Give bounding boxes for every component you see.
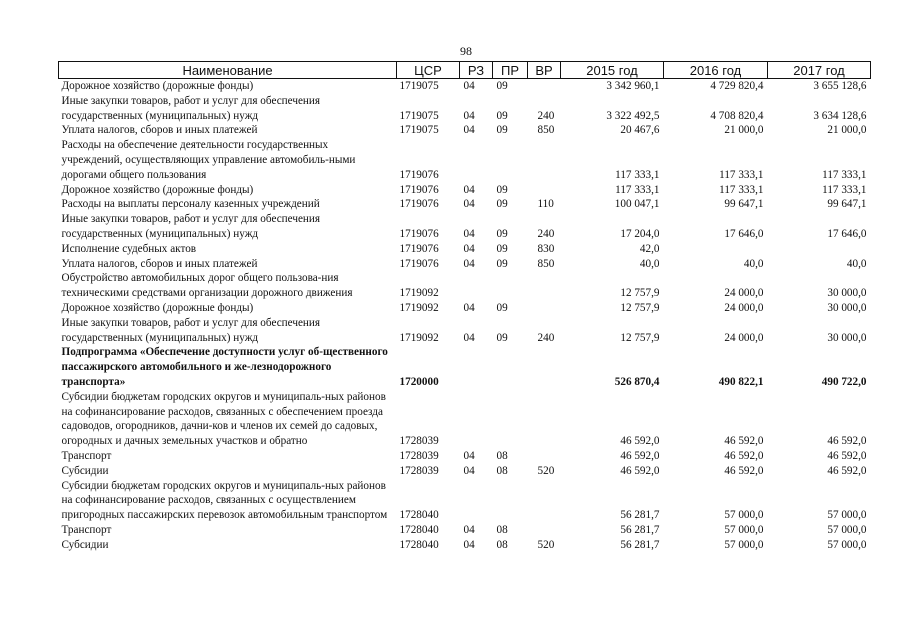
row-pr: 08 bbox=[496, 464, 508, 477]
row-2015: 40,0 bbox=[639, 257, 660, 270]
row-csr: 1719075 bbox=[399, 124, 439, 137]
table-row bbox=[59, 183, 871, 198]
row-csr: 1719092 bbox=[399, 331, 439, 344]
row-rz: 04 bbox=[463, 227, 475, 240]
row-2015: 56 281,7 bbox=[620, 509, 660, 522]
row-vr bbox=[528, 345, 561, 389]
row-pr bbox=[493, 479, 528, 523]
row-csr: 1728039 bbox=[399, 464, 439, 477]
table-body bbox=[59, 79, 871, 553]
row-2015: 526 870,4 bbox=[614, 375, 660, 388]
table-row bbox=[59, 390, 871, 449]
row-2017: 57 000,0 bbox=[827, 538, 867, 551]
row-2017: 30 000,0 bbox=[827, 287, 867, 300]
row-name: Иные закупки товаров, работ и услуг для обеспечения государственных (муниципальных) нужд bbox=[61, 94, 321, 122]
row-pr: 09 bbox=[496, 331, 508, 344]
row-rz bbox=[460, 271, 493, 301]
row-2017: 46 592,0 bbox=[827, 464, 867, 477]
row-2016: 117 333,1 bbox=[719, 183, 764, 196]
row-vr bbox=[528, 271, 561, 301]
row-2017: 40,0 bbox=[846, 257, 867, 270]
row-vr bbox=[528, 523, 561, 538]
row-2017: 117 333,1 bbox=[822, 168, 867, 181]
row-2016: 46 592,0 bbox=[724, 449, 764, 462]
row-csr: 1719075 bbox=[399, 80, 439, 92]
row-pr: 08 bbox=[496, 523, 508, 536]
table-row bbox=[59, 123, 871, 138]
row-name: Уплата налогов, сборов и иных платежей bbox=[61, 124, 258, 137]
row-rz: 04 bbox=[463, 109, 475, 122]
row-rz bbox=[460, 345, 493, 389]
row-2016: 21 000,0 bbox=[724, 124, 764, 137]
table-row bbox=[59, 94, 871, 124]
row-pr: 09 bbox=[496, 227, 508, 240]
row-rz: 04 bbox=[463, 80, 475, 92]
row-name: Обустройство автомобильных дорог общего пользова-ния техническими средствами организации дорожного движения bbox=[61, 272, 353, 300]
row-2015: 3 342 960,1 bbox=[606, 80, 660, 92]
row-vr: 110 bbox=[537, 198, 554, 211]
row-2015: 20 467,6 bbox=[620, 124, 660, 137]
row-2017: 117 333,1 bbox=[822, 183, 867, 196]
row-2016: 24 000,0 bbox=[724, 287, 764, 300]
row-2015: 56 281,7 bbox=[620, 523, 660, 536]
row-2015: 12 757,9 bbox=[620, 331, 660, 344]
row-csr: 1719076 bbox=[399, 242, 439, 255]
row-2015: 12 757,9 bbox=[620, 301, 660, 314]
row-2017: 3 634 128,6 bbox=[813, 109, 867, 122]
row-name: Субсидии bbox=[61, 538, 109, 551]
row-name: Субсидии bbox=[61, 464, 109, 477]
header-2017: 2017 год bbox=[768, 62, 871, 79]
row-vr: 520 bbox=[537, 464, 555, 477]
row-vr bbox=[528, 301, 561, 316]
row-2017: 21 000,0 bbox=[827, 124, 867, 137]
row-vr bbox=[528, 79, 561, 94]
page-number: 98 bbox=[460, 44, 472, 58]
row-2016: 57 000,0 bbox=[724, 523, 764, 536]
row-2015: 56 281,7 bbox=[620, 538, 660, 551]
row-vr: 830 bbox=[537, 242, 555, 255]
header-csr: ЦСР bbox=[397, 62, 460, 79]
row-rz bbox=[460, 138, 493, 182]
row-csr: 1719076 bbox=[399, 257, 439, 270]
row-vr bbox=[528, 449, 561, 464]
row-2017: 30 000,0 bbox=[827, 331, 867, 344]
row-2017: 57 000,0 bbox=[827, 509, 867, 522]
row-2017: 30 000,0 bbox=[827, 301, 867, 314]
row-name: Расходы на обеспечение деятельности государственных учреждений, осуществляющих управление автомобиль-ными дорогами общего пользования bbox=[61, 139, 356, 181]
row-rz: 04 bbox=[463, 538, 475, 551]
table-row bbox=[59, 271, 871, 301]
table-row bbox=[59, 242, 871, 257]
row-vr: 240 bbox=[537, 331, 555, 344]
row-2016: 46 592,0 bbox=[724, 435, 764, 448]
row-2016: 24 000,0 bbox=[724, 301, 764, 314]
row-2017: 3 655 128,6 bbox=[813, 80, 867, 92]
table-row bbox=[59, 79, 871, 94]
row-csr: 1728040 bbox=[399, 509, 439, 522]
row-pr: 09 bbox=[496, 109, 508, 122]
row-pr bbox=[493, 390, 528, 449]
row-2016: 4 729 820,4 bbox=[710, 80, 764, 92]
row-name: Уплата налогов, сборов и иных платежей bbox=[61, 257, 258, 270]
row-pr: 09 bbox=[496, 80, 508, 92]
row-pr bbox=[493, 345, 528, 389]
row-2015: 17 204,0 bbox=[620, 227, 660, 240]
table-row bbox=[59, 197, 871, 212]
row-rz: 04 bbox=[463, 242, 475, 255]
row-2015: 46 592,0 bbox=[620, 435, 660, 448]
row-2016: 117 333,1 bbox=[719, 168, 764, 181]
row-2016: 57 000,0 bbox=[724, 538, 764, 551]
row-vr: 520 bbox=[537, 538, 555, 551]
row-pr: 09 bbox=[496, 183, 508, 196]
row-name: Подпрограмма «Обеспечение доступности услуг об-щественного пассажирского автомобильного и же-лезнодорожного транспорта» bbox=[61, 346, 388, 388]
row-rz: 04 bbox=[463, 331, 475, 344]
row-rz: 04 bbox=[463, 464, 475, 477]
header-2015: 2015 год bbox=[561, 62, 664, 79]
row-pr: 08 bbox=[496, 538, 508, 551]
table-header bbox=[59, 62, 871, 79]
row-vr bbox=[528, 138, 561, 182]
row-2015: 42,0 bbox=[639, 242, 660, 255]
row-csr: 1728040 bbox=[399, 523, 439, 536]
row-csr: 1728040 bbox=[399, 538, 439, 551]
row-2015: 3 322 492,5 bbox=[606, 109, 660, 122]
row-pr: 09 bbox=[496, 198, 508, 211]
row-csr: 1719076 bbox=[399, 227, 439, 240]
row-2016 bbox=[664, 242, 768, 257]
row-csr: 1719075 bbox=[399, 109, 439, 122]
header-rz: РЗ bbox=[460, 62, 493, 79]
row-pr bbox=[493, 271, 528, 301]
row-csr: 1728039 bbox=[399, 435, 439, 448]
row-2015: 100 047,1 bbox=[614, 198, 660, 211]
row-rz: 04 bbox=[463, 257, 475, 270]
row-csr: 1719076 bbox=[399, 198, 439, 211]
row-csr: 1720000 bbox=[399, 375, 439, 388]
row-2017: 17 646,0 bbox=[827, 227, 867, 240]
table-row bbox=[59, 138, 871, 182]
row-2017 bbox=[768, 242, 871, 257]
row-csr: 1719076 bbox=[399, 183, 439, 196]
row-name: Исполнение судебных актов bbox=[61, 242, 197, 255]
row-2015: 117 333,1 bbox=[615, 183, 660, 196]
table-row bbox=[59, 345, 871, 389]
table-row bbox=[59, 479, 871, 523]
row-name: Дорожное хозяйство (дорожные фонды) bbox=[61, 183, 254, 196]
row-2016: 40,0 bbox=[743, 257, 764, 270]
row-name: Иные закупки товаров, работ и услуг для обеспечения государственных (муниципальных) нужд bbox=[61, 316, 321, 344]
row-2016: 57 000,0 bbox=[724, 509, 764, 522]
row-vr: 240 bbox=[537, 227, 555, 240]
row-name: Расходы на выплаты персоналу казенных учреждений bbox=[61, 198, 320, 211]
table-row bbox=[59, 538, 871, 553]
table-row bbox=[59, 464, 871, 479]
row-rz: 04 bbox=[463, 198, 475, 211]
header-name: Наименование bbox=[59, 62, 397, 79]
row-pr: 09 bbox=[496, 257, 508, 270]
row-name: Транспорт bbox=[61, 523, 112, 536]
table-row bbox=[59, 301, 871, 316]
row-vr: 240 bbox=[537, 109, 555, 122]
row-2017: 57 000,0 bbox=[827, 523, 867, 536]
row-2016: 46 592,0 bbox=[724, 464, 764, 477]
row-pr: 08 bbox=[496, 449, 508, 462]
row-pr: 09 bbox=[496, 124, 508, 137]
row-name: Субсидии бюджетам городских округов и муниципаль-ных районов на софинансирование расходов, связанных с обеспечением проезда садоводов, огородников, дачни-ков и членов их семей до садовых, огородных и дачных земельных участков и обратно bbox=[61, 390, 386, 448]
row-csr: 1719092 bbox=[399, 301, 439, 314]
row-2017: 46 592,0 bbox=[827, 449, 867, 462]
row-2015: 12 757,9 bbox=[620, 287, 660, 300]
row-name: Иные закупки товаров, работ и услуг для обеспечения государственных (муниципальных) нужд bbox=[61, 213, 321, 240]
row-2017: 99 647,1 bbox=[827, 198, 867, 211]
row-csr: 1728039 bbox=[399, 449, 439, 462]
row-pr: 09 bbox=[496, 301, 508, 314]
table-row bbox=[59, 449, 871, 464]
row-2016: 24 000,0 bbox=[724, 331, 764, 344]
row-2017: 490 722,0 bbox=[821, 375, 867, 388]
table-row bbox=[59, 257, 871, 272]
row-pr bbox=[493, 138, 528, 182]
row-csr: 1719076 bbox=[399, 168, 439, 181]
row-rz bbox=[460, 390, 493, 449]
row-name: Транспорт bbox=[61, 449, 112, 462]
row-name: Дорожное хозяйство (дорожные фонды) bbox=[61, 80, 254, 92]
row-2015: 117 333,1 bbox=[615, 168, 660, 181]
row-rz: 04 bbox=[463, 301, 475, 314]
row-2016: 490 822,1 bbox=[718, 375, 764, 388]
row-2016: 99 647,1 bbox=[724, 198, 764, 211]
row-2015: 46 592,0 bbox=[620, 449, 660, 462]
row-vr: 850 bbox=[537, 257, 555, 270]
row-vr bbox=[528, 183, 561, 198]
row-vr bbox=[528, 479, 561, 523]
row-name: Дорожное хозяйство (дорожные фонды) bbox=[61, 301, 254, 314]
row-2015: 46 592,0 bbox=[620, 464, 660, 477]
table-row bbox=[59, 212, 871, 242]
row-2016: 4 708 820,4 bbox=[710, 109, 764, 122]
header-pr: ПР bbox=[493, 62, 528, 79]
header-2016: 2016 год bbox=[664, 62, 768, 79]
row-vr bbox=[528, 390, 561, 449]
budget-table bbox=[58, 61, 871, 553]
row-rz: 04 bbox=[463, 124, 475, 137]
row-vr: 850 bbox=[537, 124, 555, 137]
table-row bbox=[59, 316, 871, 346]
table-row bbox=[59, 523, 871, 538]
row-name: Субсидии бюджетам городских округов и муниципаль-ных районов на софинансирование расходов, связанных с осуществлением пригородных пассажирских перевозок автомобильным транспортом bbox=[61, 479, 388, 522]
header-vr: ВР bbox=[528, 62, 561, 79]
row-rz: 04 bbox=[463, 523, 475, 536]
row-rz: 04 bbox=[463, 449, 475, 462]
row-rz: 04 bbox=[463, 183, 475, 196]
row-2017: 46 592,0 bbox=[827, 435, 867, 448]
row-2016: 17 646,0 bbox=[724, 227, 764, 240]
row-pr: 09 bbox=[496, 242, 508, 255]
row-rz bbox=[460, 479, 493, 523]
row-csr: 1719092 bbox=[399, 287, 439, 300]
